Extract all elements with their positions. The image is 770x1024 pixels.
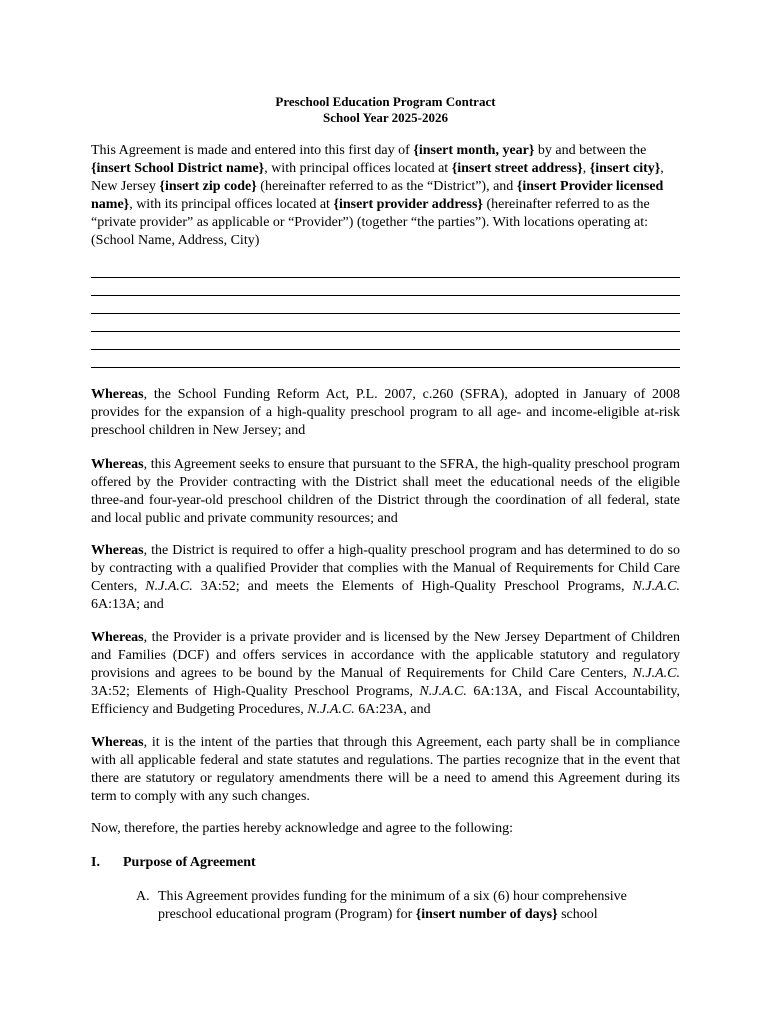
therefore-paragraph: Now, therefore, the parties hereby acknowledge and agree to the following: [91,821,514,836]
whereas-text: 3A:52; Elements of High-Quality Preschool Programs, [91,684,420,699]
list-item-letter: A. [136,889,150,904]
section-number: I. [91,855,100,870]
placeholder-number-of-days: {insert number of days} [415,907,558,922]
citation-njac: N.J.A.C. [145,579,193,594]
blank-line[interactable] [91,277,680,278]
placeholder-provider-name: {insert Provider licensed name} [91,179,664,212]
intro-text: (hereinafter referred to as the “District”), and [256,179,517,194]
title-line-1: Preschool Education Program Contract [275,94,496,109]
title-line-2: School Year 2025-2026 [323,110,448,125]
item-text: school [557,907,598,922]
placeholder-city: {insert city} [589,161,661,176]
placeholder-district-name: {insert School District name} [91,161,265,176]
blank-line[interactable] [91,331,680,332]
whereas-lead: Whereas [91,457,144,472]
whereas-paragraph-2 [91,456,680,528]
list-item-text [158,888,680,924]
placeholder-street-address: {insert street address} [451,161,583,176]
document-title [91,94,680,126]
whereas-text: , the Provider is a private provider and is licensed by the New Jersey Department of Children and Families (DCF) and offers services in accordance with the applicable statutory and regulatory provisions and agrees to be bound by the Manual of Requirements for Child Care Centers, [91,630,680,681]
intro-text: (hereinafter referred to as the “private provider” as applicable or “Provider”) (together “the parties”). With locations operating at: (School Name, Address, City) [91,197,650,248]
whereas-text: , the District is required to offer a high-quality preschool program and has determined to do so by contracting with a qualified Provider that complies with the Manual of Requirements for Child Care Centers, [91,543,680,594]
whereas-text: 6A:13A; and [91,597,164,612]
blank-line[interactable] [91,349,680,350]
blank-line[interactable] [91,313,680,314]
whereas-paragraph-5 [91,734,680,806]
section-title: Purpose of Agreement [123,855,256,870]
whereas-text: 3A:52; and meets the Elements of High-Quality Preschool Programs, [192,579,633,594]
whereas-paragraph-4 [91,629,680,719]
whereas-text: , the School Funding Reform Act, P.L. 2007, c.260 (SFRA), adopted in January of 2008 provides for the expansion of a high-quality preschool program to all age- and income-eligible at-risk preschool children in New Jersey; and [91,387,680,438]
item-text: This Agreement provides funding for the minimum of a six (6) hour comprehensive preschool educational program (Program) for [158,889,627,922]
intro-text: , with principal offices located at [264,161,452,176]
intro-text: by and between the [534,143,647,158]
intro-text: , New Jersey [91,161,664,194]
whereas-lead: Whereas [91,387,144,402]
blank-line[interactable] [91,367,680,368]
whereas-lead: Whereas [91,543,144,558]
intro-text: , [582,161,590,176]
whereas-text: , it is the intent of the parties that through this Agreement, each party shall be in compliance with all applicable federal and state statutes and regulations. The parties recognize that in the event that there are statutory or regulatory amendments there will be a need to amend this Agreement during its term to comply with any such changes. [91,735,680,804]
citation-njac: N.J.A.C. [307,702,355,717]
placeholder-zip-code: {insert zip code} [159,179,257,194]
intro-text: This Agreement is made and entered into this first day of [91,143,414,158]
intro-text: , with its principal offices located at [129,197,334,212]
citation-njac: N.J.A.C. [632,579,680,594]
section-heading [91,854,256,872]
whereas-text: 6A:23A, and [354,702,431,717]
whereas-lead: Whereas [91,630,144,645]
citation-njac: N.J.A.C. [632,666,680,681]
blank-line[interactable] [91,295,680,296]
citation-njac: N.J.A.C. [419,684,467,699]
placeholder-provider-address: {insert provider address} [333,197,483,212]
intro-paragraph [91,142,680,250]
whereas-text: , this Agreement seeks to ensure that pursuant to the SFRA, the high-quality preschool program offered by the Provider contracting with the District shall meet the educational needs of the eligible three-and four-year-old preschool children of the District through the coordination of all federal, state and local public and private community resources; and [91,457,680,526]
placeholder-month-year: {insert month, year} [413,143,535,158]
whereas-paragraph-1 [91,386,680,440]
whereas-paragraph-3 [91,542,680,614]
whereas-text: 6A:13A, and Fiscal Accountability, Efficiency and Budgeting Procedures, [91,684,680,717]
whereas-lead: Whereas [91,735,144,750]
